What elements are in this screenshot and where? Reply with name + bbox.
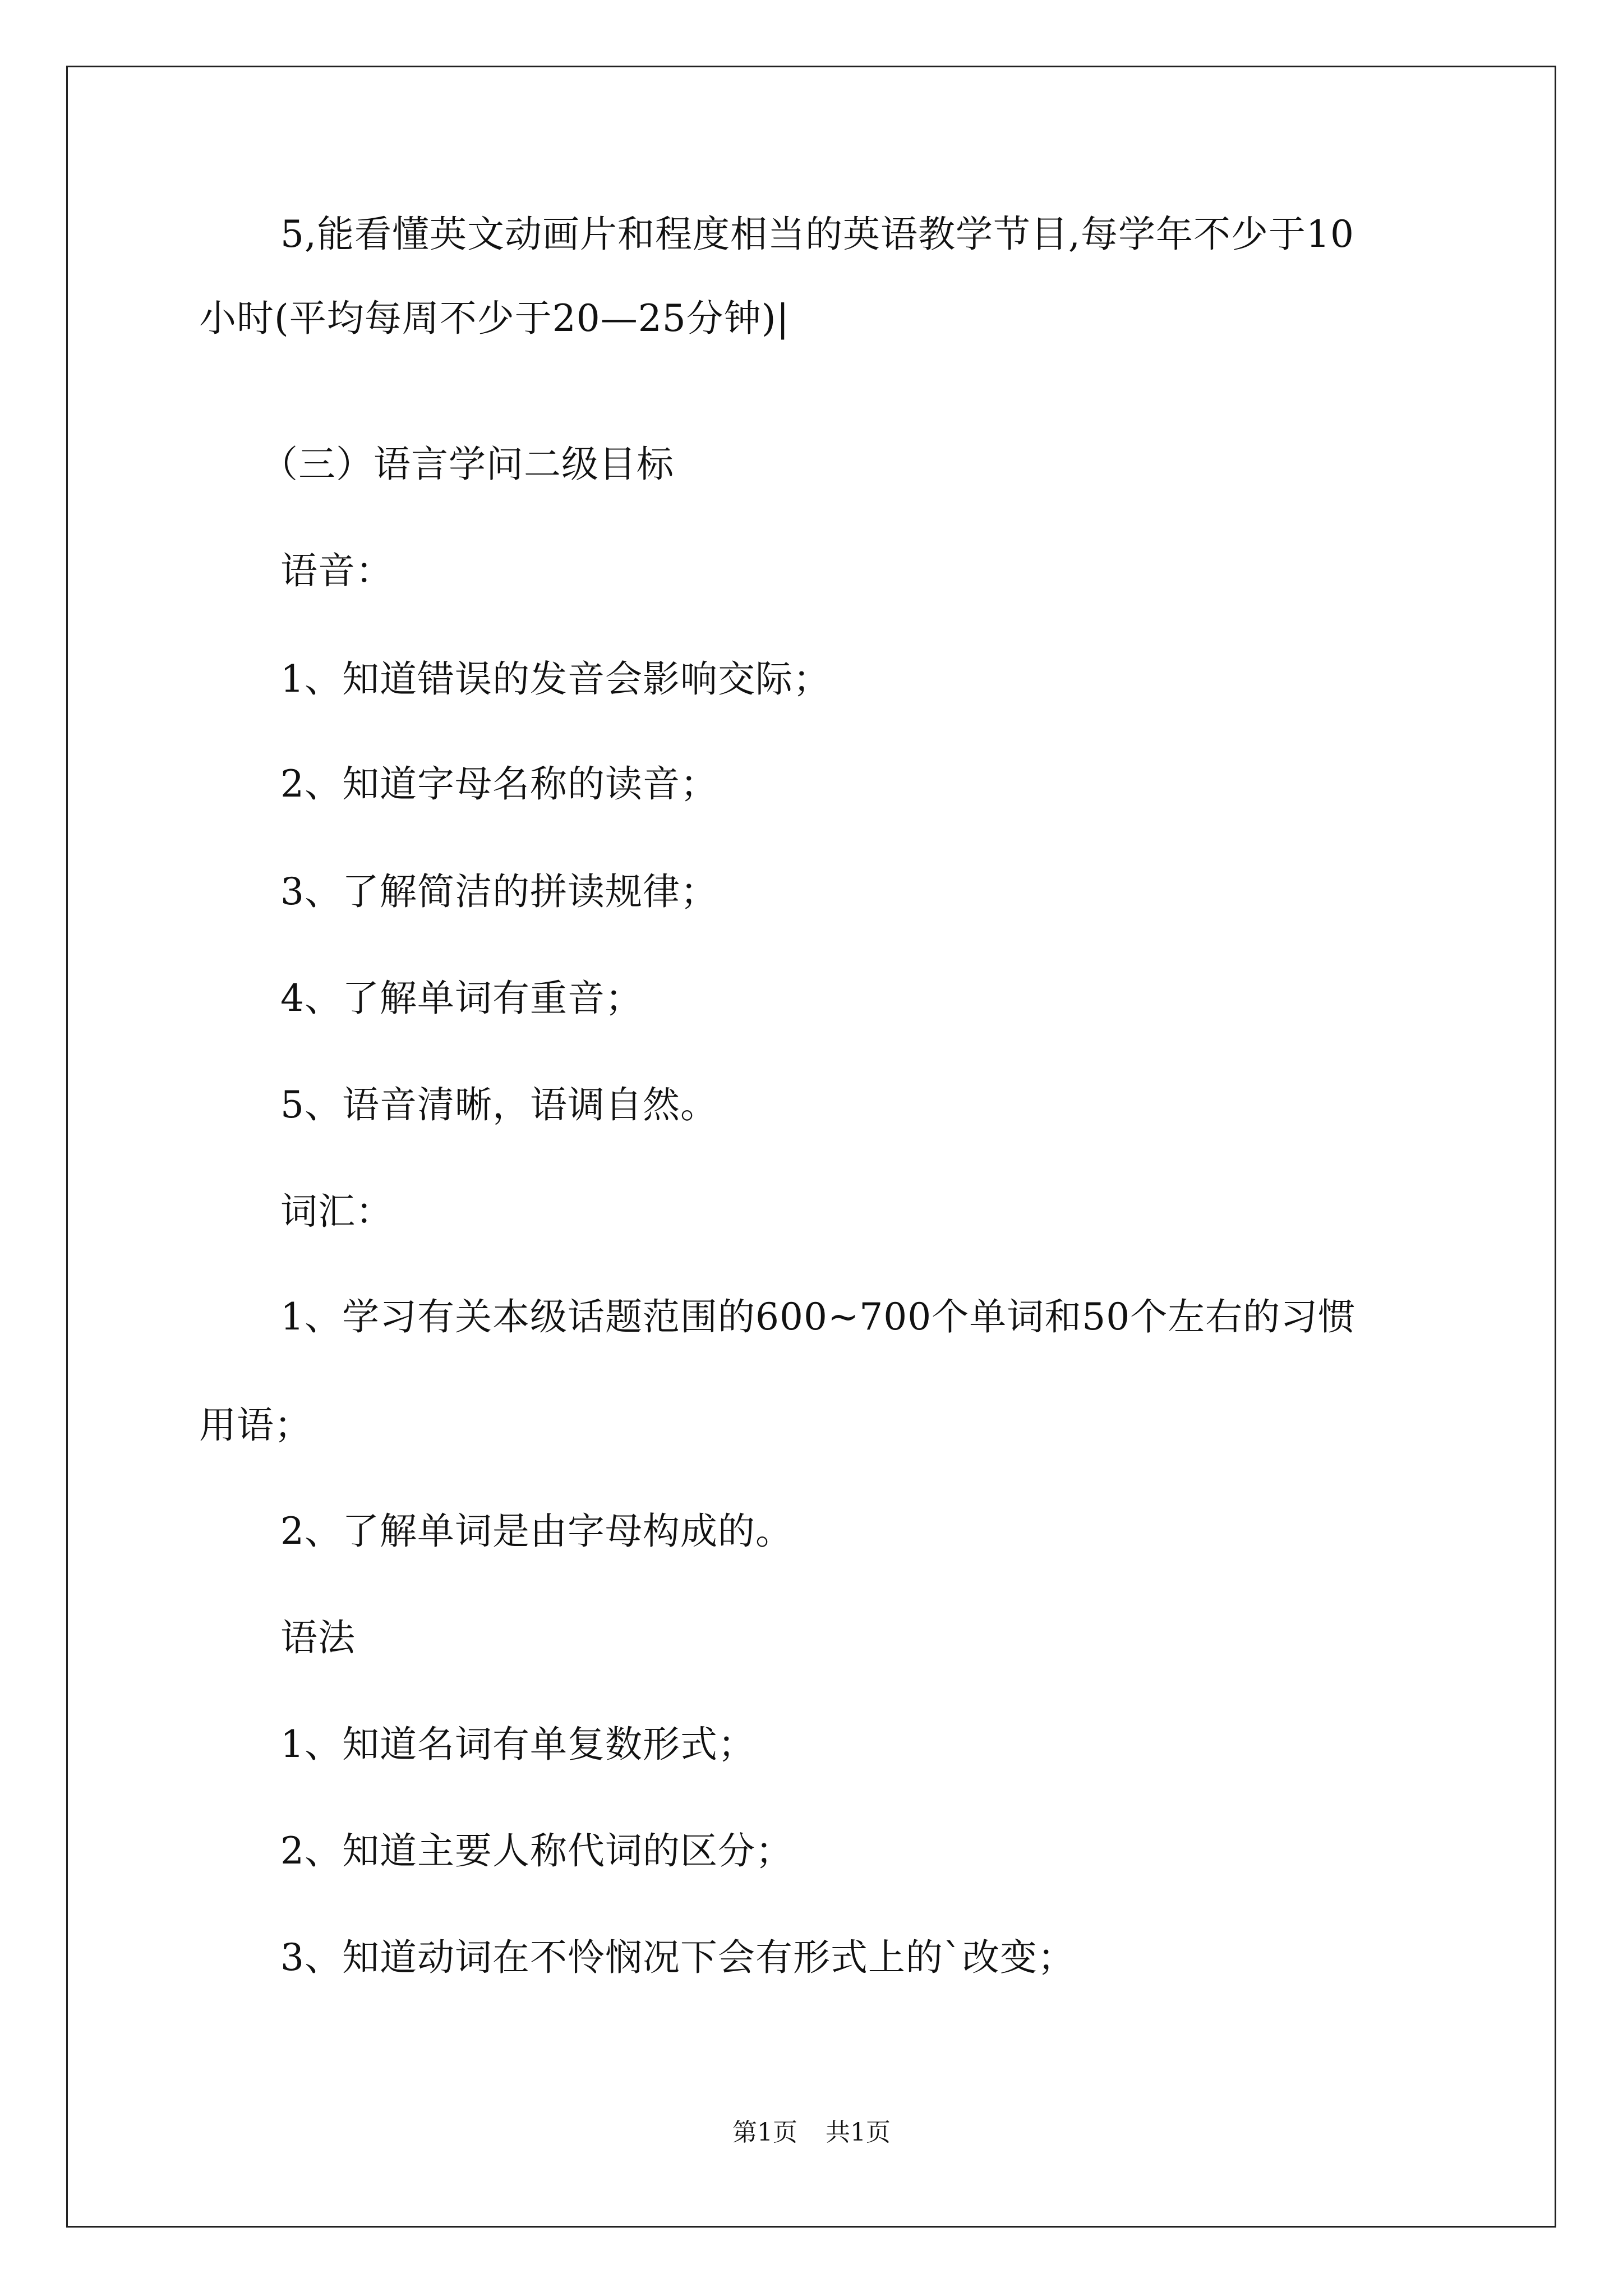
- page-border: [66, 66, 1556, 2228]
- subsection-heading: 语法: [280, 1616, 356, 1659]
- paragraph-line: 小时(平均每周不少于20—25分钟)|: [199, 297, 790, 340]
- list-item: 1、学习有关本级话题范围的600~700个单词和50个左右的习惯: [280, 1295, 1356, 1338]
- list-item: 4、了解单词有重音；: [280, 977, 643, 1020]
- subsection-heading: 词汇：: [280, 1190, 393, 1233]
- list-item: 1、知道名词有单复数形式；: [280, 1723, 755, 1766]
- subsection-heading: 语音：: [280, 549, 393, 592]
- list-item: 1、知道错误的发音会影响交际；: [280, 657, 831, 701]
- page-footer: [0, 2120, 1623, 2145]
- list-item: 2、了解单词是由字母构成的。: [280, 1510, 793, 1553]
- list-item: 5、语音清晰，语调自然。: [280, 1083, 718, 1126]
- page-total: 共1页: [826, 2118, 891, 2147]
- list-item: 2、知道字母名称的读音；: [280, 762, 718, 806]
- list-item: 2、知道主要人称代词的区分；: [280, 1829, 793, 1872]
- list-item: 3、了解简洁的拼读规律；: [280, 870, 718, 913]
- paragraph-line: 5,能看懂英文动画片和程度相当的英语教学节目,每学年不少于10: [280, 213, 1354, 256]
- page-number: 第1页: [732, 2118, 797, 2147]
- list-item: 3、知道动词在不怜悯况下会有形式上的`改变；: [280, 1936, 1075, 1979]
- paragraph-line: 用语；: [199, 1404, 312, 1447]
- section-heading: （三）语言学问二级目标: [261, 443, 674, 486]
